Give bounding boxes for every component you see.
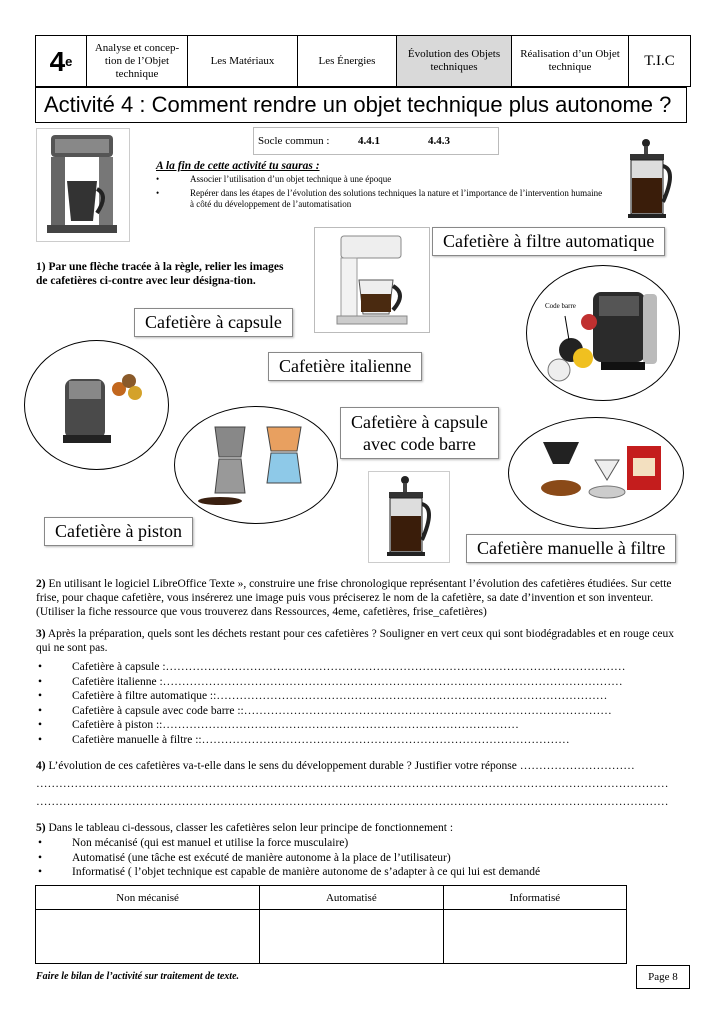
answer-line[interactable]: • Cafetière à filtre automatique ::………………………………………………………………………………………… xyxy=(36,689,696,704)
header-evolution: Évolution des Objets techniques xyxy=(397,36,512,86)
circle-manuelle xyxy=(508,417,684,529)
table-header: Automatisé xyxy=(260,886,443,910)
table-header: Non mécanisé xyxy=(36,886,260,910)
circle-capsule-code-barre xyxy=(526,265,680,401)
answer-line[interactable]: • Cafetière à capsule avec code barre ::…………………………………………………………………………………… xyxy=(36,704,696,719)
label-capsule-code-line1: Cafetière à capsule xyxy=(351,412,488,432)
objectives-list xyxy=(156,174,606,210)
table-header: Informatisé xyxy=(443,886,626,910)
label-manuelle: Cafetière manuelle à filtre xyxy=(466,534,676,563)
label-italienne: Cafetière italienne xyxy=(268,352,422,381)
objectives-heading: A la fin de cette activité tu sauras : xyxy=(156,160,320,172)
level-cell: 4 e xyxy=(36,36,87,86)
page-title: Activité 4 : Comment rendre un objet technique plus autonome ? xyxy=(35,87,687,123)
question-3-list xyxy=(36,660,696,747)
socle-commun xyxy=(253,127,499,155)
question-3: 3) Après la préparation, quels sont les déchets restant pour ces cafetières ? Souligner en vert ceux qui sont biodégradables et en rouge ceux qui ne sont pas. xyxy=(36,628,675,654)
header-materiaux: Les Matériaux xyxy=(188,36,298,86)
table-cell[interactable] xyxy=(36,910,260,964)
table-cell[interactable] xyxy=(260,910,443,964)
answer-line[interactable]: • Cafetière à capsule :………………………………………………………………………………………………………… xyxy=(36,660,696,675)
circle-capsule xyxy=(24,340,169,470)
code-barre-label: Code barre xyxy=(545,302,576,310)
coffee-maker-image xyxy=(36,128,130,242)
filter-coffee-image xyxy=(314,227,430,333)
label-filtre-automatique: Cafetière à filtre automatique xyxy=(432,227,665,256)
objective-item: • Associer l’utilisation d’un objet technique à une époque xyxy=(156,174,392,184)
question-5: 5) Dans le tableau ci-dessous, classer les cafetières selon leur principe de fonctionnement : xyxy=(36,822,454,834)
objective-item: • Repérer dans les étapes de l’évolution des solutions techniques la nature et l’importance de l’intervention humaine à côté du développement de l’automatisation xyxy=(156,188,603,209)
question-1: 1) Par une flèche tracée à la règle, relier les images de cafetières ci-contre avec leur désigna-tion. xyxy=(36,261,284,287)
question-2: 2) En utilisant le logiciel LibreOffice Texte », construire une frise chronologique représentant l’évolution des cafetières étudiées. Sur cette frise, pour chaque cafetière, vous insérerez une image puis vous préciserez le nom de la cafetière, sa date d’invention et son inventeur. (Utiliser la fiche ressource que vous trouverez dans Ressources, 4eme, cafetières, frise_cafetières) xyxy=(36,578,672,618)
question-4: 4) L’évolution de ces cafetières va-t-elle dans le sens du développement durable ? Justifier votre réponse ………………………… xyxy=(36,760,635,772)
header-realisation: Réalisation d’un Objet technique xyxy=(512,36,629,86)
definition-item: • Automatisé (une tâche est exécuté de manière autonome à la place de l’utilisateur) xyxy=(36,851,696,866)
label-piston: Cafetière à piston xyxy=(44,517,193,546)
socle-code-2: 4.4.3 xyxy=(428,135,450,147)
header-analyse: Analyse et concep-tion de l’Objet technique xyxy=(87,36,188,86)
french-press-image xyxy=(618,138,678,220)
table-cell[interactable] xyxy=(443,910,626,964)
label-capsule-code-line2: avec code barre xyxy=(363,434,476,454)
definition-item: • Informatisé ( l’objet technique est capable de manière autonome de s’adapter à ce qui lui est demandé xyxy=(36,865,696,880)
socle-label: Socle commun : xyxy=(258,135,330,147)
header-table xyxy=(35,35,691,87)
header-tic: T.I.C xyxy=(644,52,675,69)
piston-image xyxy=(368,471,450,563)
header-energies: Les Énergies xyxy=(298,36,397,86)
label-capsule-code-barre xyxy=(340,407,499,459)
page-number: Page 8 xyxy=(636,965,690,989)
answer-line[interactable]: • Cafetière à piston ::………………………………………………………………………………… xyxy=(36,718,696,733)
definition-item: • Non mécanisé (qui est manuel et utilise la force musculaire) xyxy=(36,836,696,851)
answer-line[interactable]: • Cafetière manuelle à filtre ::…………………………………………………………………………………… xyxy=(36,733,696,748)
circle-italienne xyxy=(174,406,338,524)
answer-line-q4-2[interactable]: ………………………………………………………………………………………………………………………………………………… xyxy=(36,796,669,808)
socle-code-1: 4.4.1 xyxy=(358,135,380,147)
answer-line-q4-1[interactable]: ………………………………………………………………………………………………………………………………………………… xyxy=(36,778,669,790)
answer-line[interactable]: • Cafetière italienne :………………………………………………………………………………………………………… xyxy=(36,675,696,690)
label-capsule: Cafetière à capsule xyxy=(134,308,293,337)
footer-note: Faire le bilan de l’activité sur traitement de texte. xyxy=(36,971,240,982)
question-5-list xyxy=(36,836,696,880)
classification-table xyxy=(35,885,627,964)
